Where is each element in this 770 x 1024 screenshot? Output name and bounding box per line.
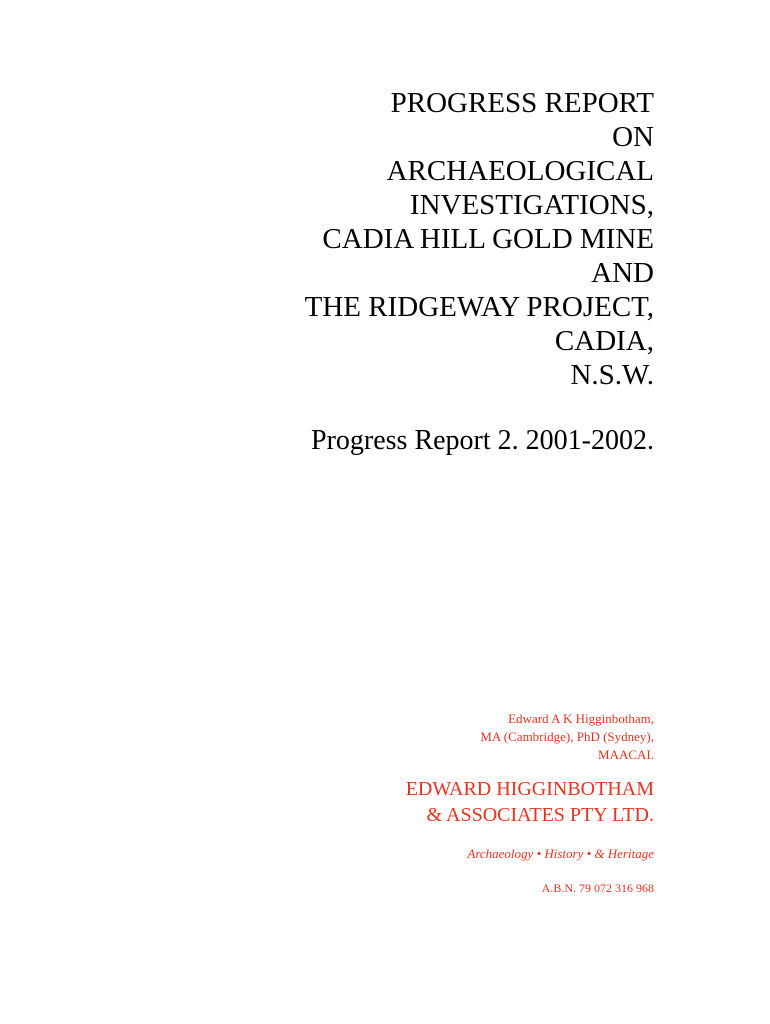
title-line: ON (612, 121, 654, 153)
title-line: INVESTIGATIONS, (409, 189, 654, 221)
title-line: N.S.W. (570, 359, 654, 391)
title-line: ARCHAEOLOGICAL (386, 155, 654, 187)
title-line: CADIA, (554, 325, 654, 357)
company-line: EDWARD HIGGINBOTHAM (405, 778, 654, 800)
company-name (314, 776, 654, 828)
title-line: THE RIDGEWAY PROJECT, (304, 291, 654, 323)
company-line: & ASSOCIATES PTY LTD. (426, 804, 654, 826)
title-line: AND (591, 257, 654, 289)
author-line: MAACAI. (598, 747, 654, 762)
company-tagline: Archaeology • History • & Heritage (467, 846, 654, 861)
author-line: Edward A K Higginbotham, (508, 711, 654, 726)
report-subtitle: Progress Report 2. 2001-2002. (311, 425, 654, 456)
title-line: CADIA HILL GOLD MINE (322, 223, 654, 255)
abn-number: A.B.N. 79 072 316 968 (541, 881, 654, 895)
author-credentials (334, 710, 654, 764)
report-title (234, 86, 654, 392)
author-line: MA (Cambridge), PhD (Sydney), (480, 729, 654, 744)
title-line: PROGRESS REPORT (390, 87, 654, 119)
